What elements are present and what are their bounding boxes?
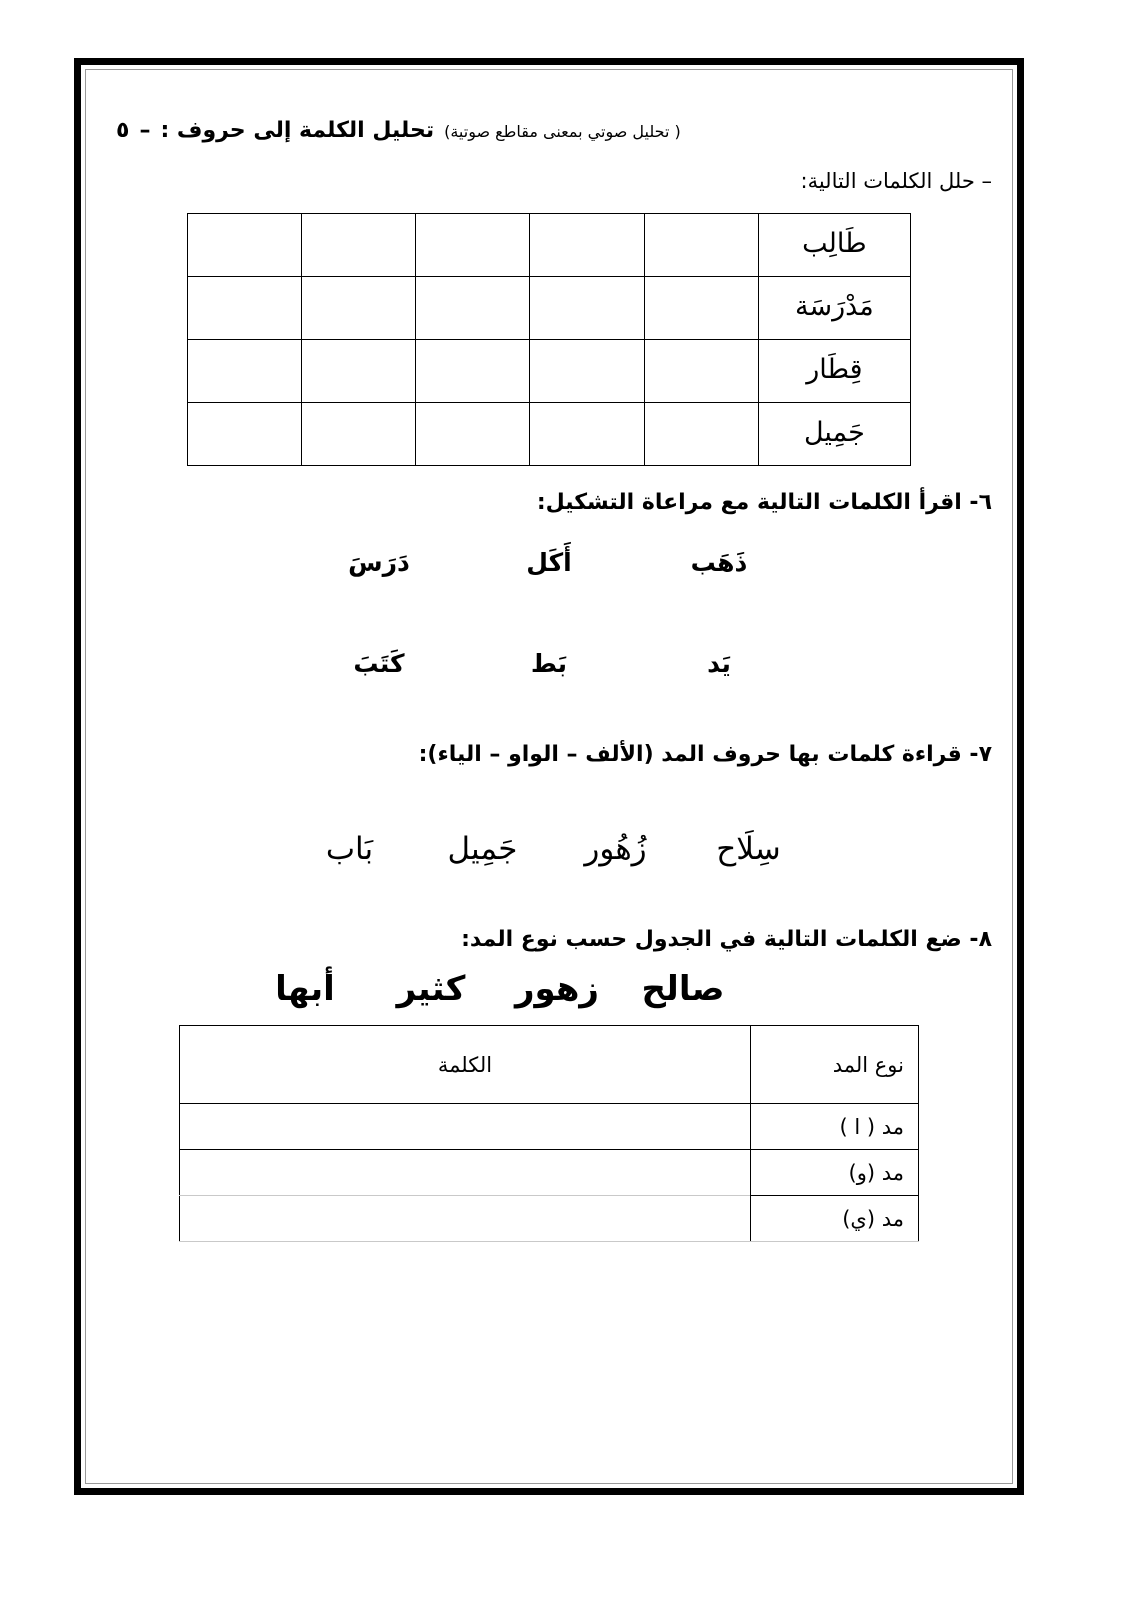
- analysis-blank-cell[interactable]: [530, 339, 644, 402]
- word-item: جَمِيل: [447, 831, 518, 868]
- analysis-blank-cell[interactable]: [530, 402, 644, 465]
- word-item: أبها: [275, 969, 335, 1010]
- word-item: ذَهَب: [690, 547, 748, 577]
- word-item: كَتَبَ: [353, 648, 405, 678]
- question-8-title: ٨- ضع الكلمات التالية في الجدول حسب نوع المد:: [461, 927, 992, 953]
- analysis-blank-cell[interactable]: [644, 402, 758, 465]
- word-item: يَد: [707, 648, 731, 678]
- analysis-blank-cell[interactable]: [302, 213, 416, 276]
- question-6-title: ٦- اقرأ الكلمات التالية مع مراعاة التشكيل:: [536, 489, 992, 515]
- question-5-instruction: – حلل الكلمات التالية:: [800, 168, 992, 193]
- table-row: [188, 276, 911, 339]
- word-item: دَرَسَ: [348, 547, 410, 577]
- madd-type-cell: مد (و): [751, 1150, 919, 1196]
- table-header-row: [180, 1026, 919, 1104]
- word-item: صالح: [641, 969, 725, 1010]
- table-row: [180, 1196, 919, 1242]
- word-item: بَط: [530, 648, 568, 678]
- question-6-words-row-2: [106, 649, 992, 678]
- table-row: [188, 213, 911, 276]
- analysis-blank-cell[interactable]: [644, 339, 758, 402]
- madd-type-cell: مد (ي): [751, 1196, 919, 1242]
- question-6-words-row-1: [106, 548, 992, 577]
- word-item: أَكَل: [526, 547, 572, 577]
- question-8-words-row: [106, 969, 992, 1009]
- word-item: زهور: [514, 969, 600, 1010]
- question-5-number: ٥: [116, 118, 130, 143]
- table-row: [180, 1104, 919, 1150]
- madd-type-cell: مد ( ا ): [751, 1104, 919, 1150]
- madd-word-header: الكلمة: [180, 1026, 751, 1104]
- table-row: [188, 402, 911, 465]
- word-item: سِلَاح: [716, 831, 781, 868]
- word-item: بَاب: [325, 831, 374, 868]
- analysis-blank-cell[interactable]: [644, 213, 758, 276]
- madd-answer-cell[interactable]: [180, 1196, 751, 1242]
- madd-answer-cell[interactable]: [180, 1150, 751, 1196]
- analysis-blank-cell[interactable]: [188, 402, 302, 465]
- madd-type-header: نوع المد: [751, 1026, 919, 1104]
- word-item: كثير: [396, 969, 466, 1010]
- analysis-word-cell: مَدْرَسَة: [758, 276, 910, 339]
- madd-type-table: [179, 1025, 919, 1242]
- madd-answer-cell[interactable]: [180, 1104, 751, 1150]
- analysis-blank-cell[interactable]: [302, 276, 416, 339]
- analysis-blank-cell[interactable]: [416, 276, 530, 339]
- question-5-note: ( تحليل صوتي بمعنى مقاطع صوتية): [444, 122, 681, 141]
- table-row: [180, 1150, 919, 1196]
- analysis-blank-cell[interactable]: [530, 276, 644, 339]
- question-5-heading: [106, 116, 992, 146]
- analysis-word-cell: جَمِيل: [758, 402, 910, 465]
- analysis-word-cell: قِطَار: [758, 339, 910, 402]
- question-7-title: ٧- قراءة كلمات بها حروف المد (الألف – الواو – الياء):: [418, 741, 992, 767]
- word-item: زُهُور: [584, 831, 647, 868]
- analysis-blank-cell[interactable]: [416, 213, 530, 276]
- madd-table-container: [106, 1025, 992, 1242]
- analysis-blank-cell[interactable]: [416, 402, 530, 465]
- analysis-word-cell: طَالِب: [758, 213, 910, 276]
- analysis-blank-cell[interactable]: [644, 276, 758, 339]
- analysis-blank-cell[interactable]: [188, 213, 302, 276]
- table-row: [188, 339, 911, 402]
- question-5-dash: –: [139, 118, 151, 143]
- analysis-blank-cell[interactable]: [530, 213, 644, 276]
- question-5-title: تحليل الكلمة إلى حروف :: [160, 118, 435, 143]
- analysis-table-container: [106, 213, 992, 466]
- analysis-blank-cell[interactable]: [302, 339, 416, 402]
- analysis-blank-cell[interactable]: [188, 339, 302, 402]
- analysis-blank-cell[interactable]: [416, 339, 530, 402]
- analysis-blank-cell[interactable]: [302, 402, 416, 465]
- worksheet-content: [88, 72, 1010, 1482]
- analysis-blank-cell[interactable]: [188, 276, 302, 339]
- word-analysis-table: [187, 213, 911, 466]
- question-7-words-row: [106, 831, 992, 867]
